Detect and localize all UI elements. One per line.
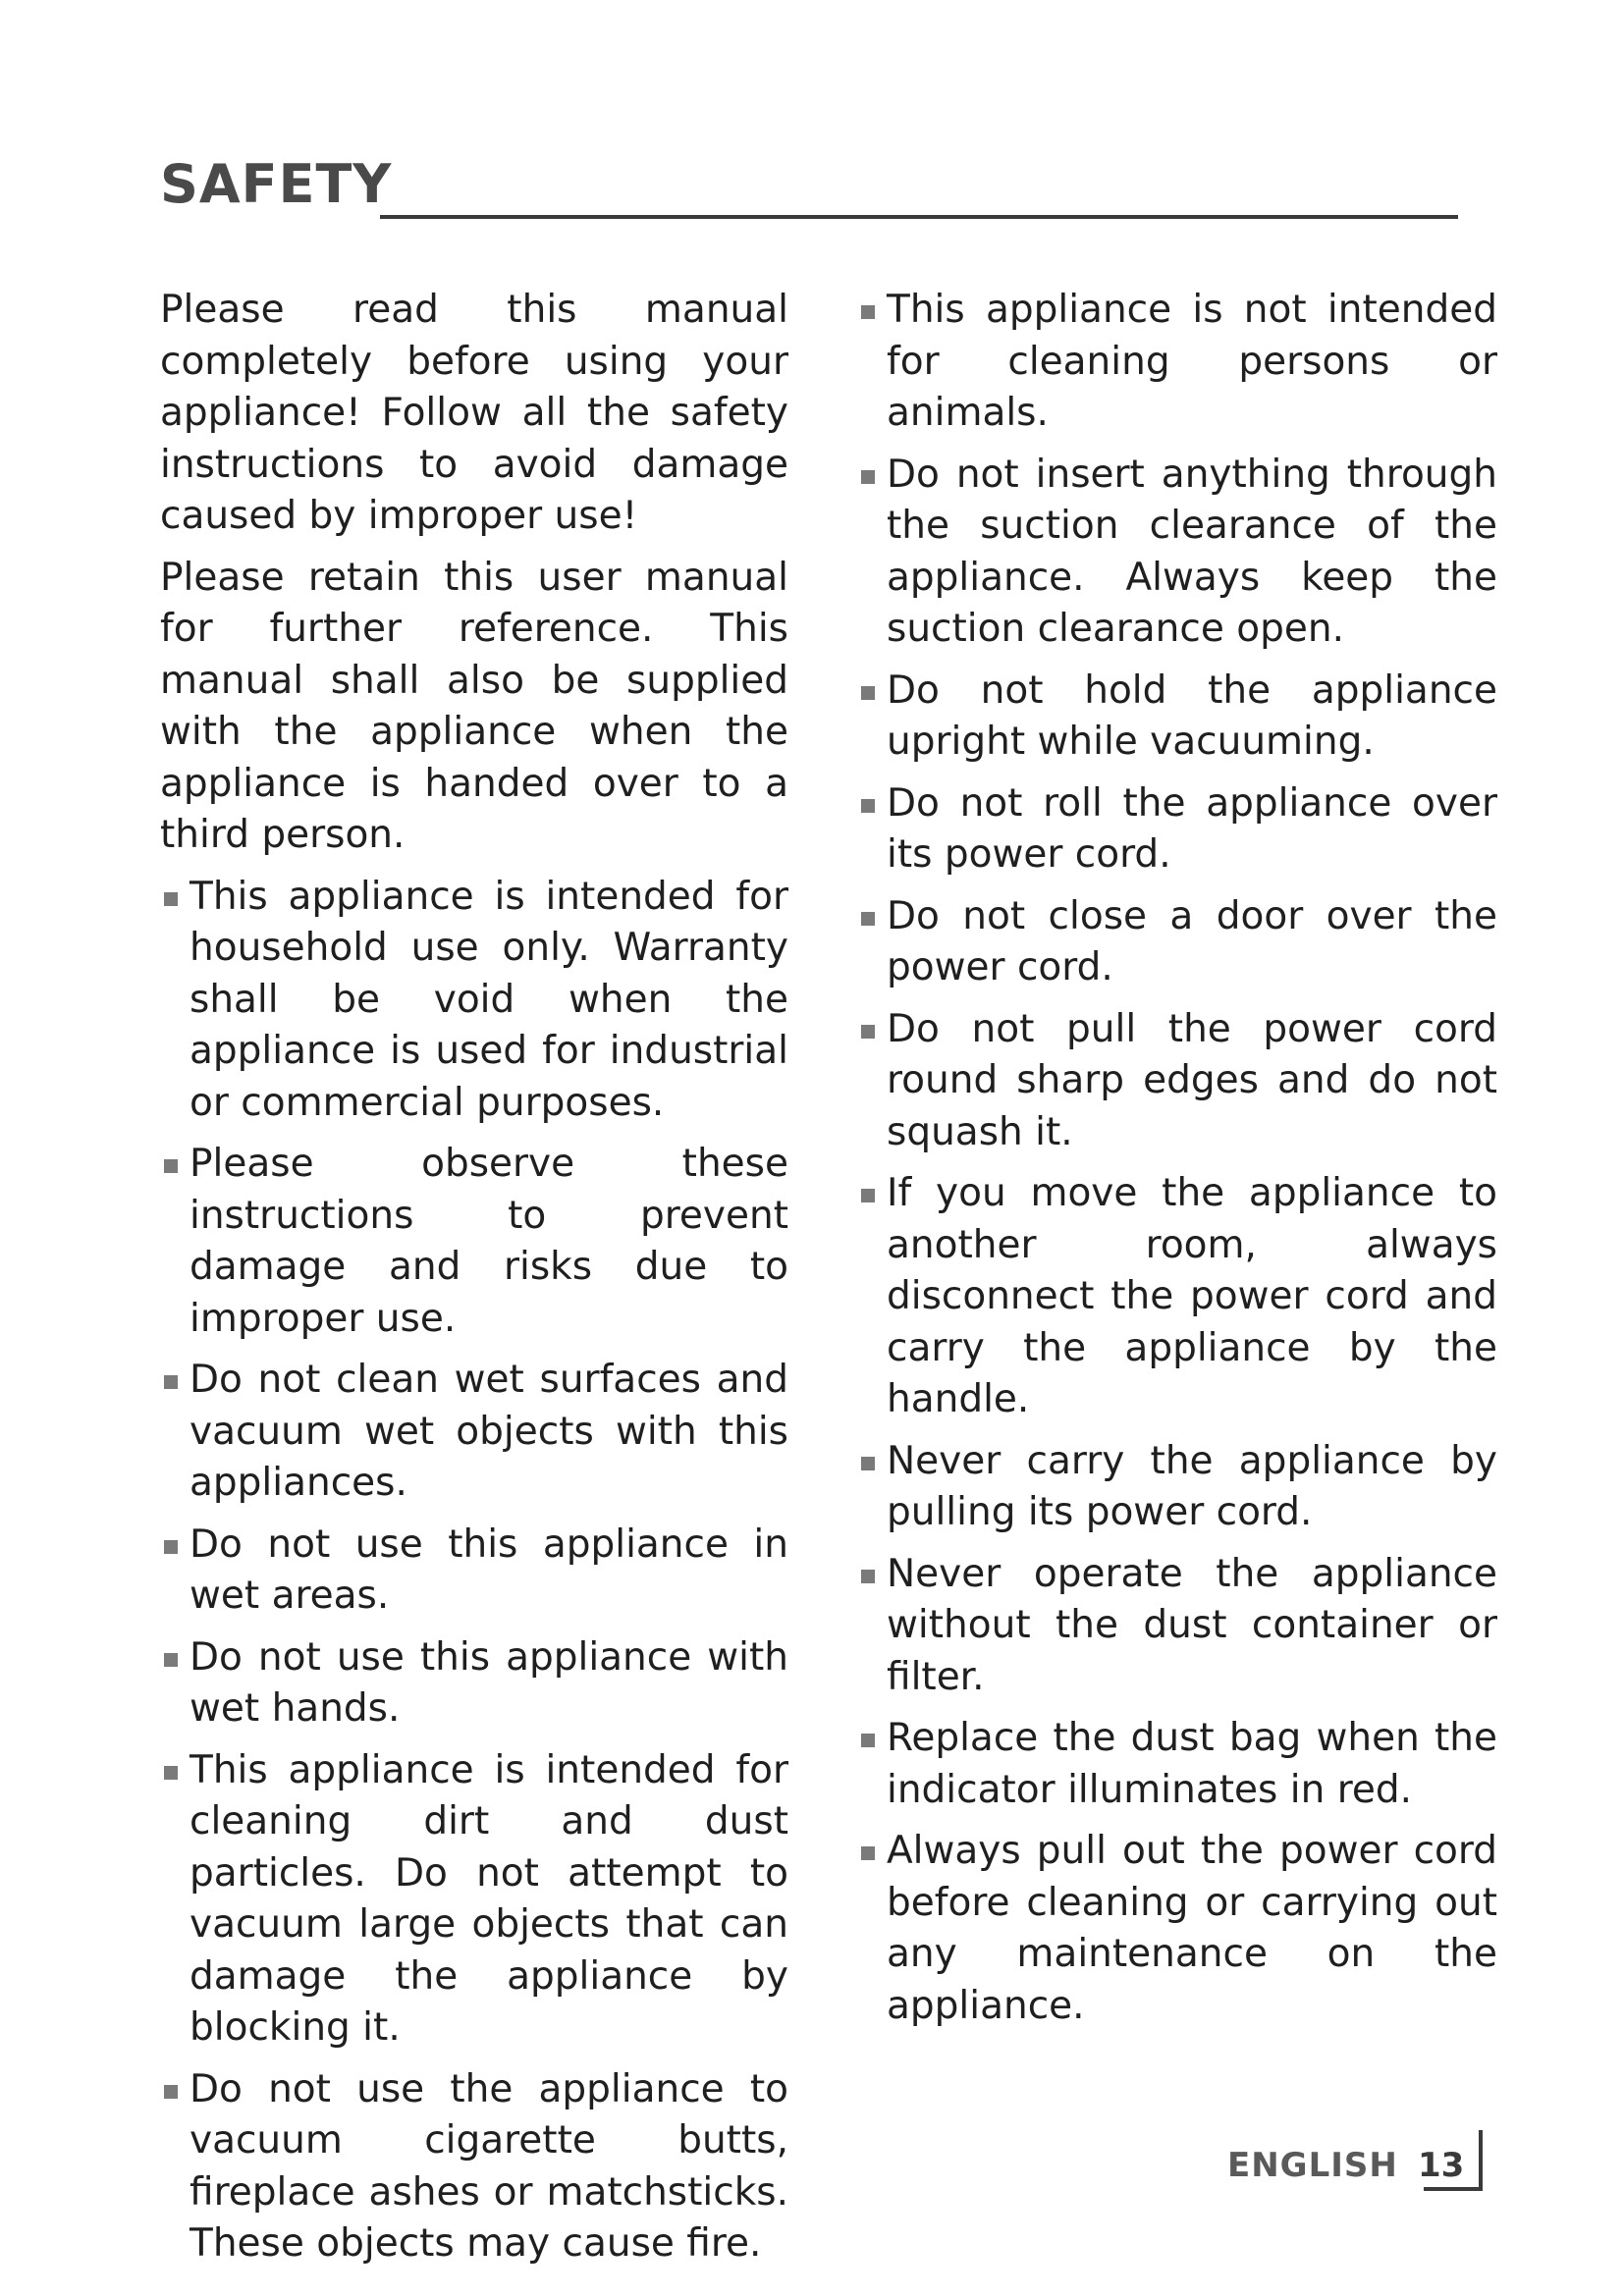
square-bullet-icon: [861, 799, 875, 813]
title-rule: [380, 215, 1458, 219]
safety-bullet: [857, 1713, 1497, 1816]
safety-bullet: [857, 1436, 1497, 1539]
bullet-text: Do not use this appliance in wet areas.: [189, 1522, 788, 1618]
square-bullet-icon: [861, 1734, 875, 1747]
square-bullet-icon: [861, 305, 875, 319]
page-corner-rule-vertical: [1479, 2130, 1483, 2191]
page-footer: [1208, 2130, 1502, 2199]
safety-bullet: [160, 872, 788, 1130]
page-title: SAFETY: [160, 153, 393, 215]
bullet-text: If you move the appliance to another room, always disconnect the power cord and carry the appliance by the handle.: [887, 1171, 1497, 1421]
bullet-text: This appliance is not intended for cleaning persons or animals.: [887, 288, 1497, 435]
square-bullet-icon: [861, 1570, 875, 1583]
square-bullet-icon: [164, 2085, 178, 2099]
square-bullet-icon: [861, 1457, 875, 1470]
footer-language: ENGLISH: [1227, 2146, 1398, 2185]
safety-bullet: [160, 1139, 788, 1345]
square-bullet-icon: [164, 892, 178, 906]
safety-bullet: [857, 666, 1497, 769]
right-column: [857, 285, 1497, 2042]
square-bullet-icon: [164, 1375, 178, 1389]
page-corner-rule-horizontal: [1424, 2187, 1483, 2191]
safety-bullet: [160, 1520, 788, 1623]
square-bullet-icon: [861, 470, 875, 484]
safety-bullet: [857, 1004, 1497, 1159]
safety-bullet: [857, 1826, 1497, 2032]
bullet-text: This appliance is intended for cleaning dirt and dust particles. Do not attempt to vacuum large objects that can damage the appliance by blocking it.: [189, 1747, 788, 2050]
bullet-text: Do not insert anything through the suction clearance of the appliance. Always keep the suction clearance open.: [887, 452, 1497, 651]
square-bullet-icon: [164, 1540, 178, 1554]
square-bullet-icon: [861, 1846, 875, 1860]
bullet-text: Never operate the appliance without the dust container or filter.: [887, 1551, 1497, 1699]
safety-bullet: [857, 1168, 1497, 1426]
bullet-text: This appliance is intended for household use only. Warranty shall be void when the appliance is used for industrial or commercial purposes.: [189, 874, 788, 1125]
safety-bullet: [857, 450, 1497, 656]
bullet-text: Do not use this appliance with wet hands.: [189, 1634, 788, 1731]
safety-bullet: [857, 285, 1497, 440]
square-bullet-icon: [164, 1653, 178, 1667]
page-header: [160, 145, 1458, 224]
square-bullet-icon: [861, 686, 875, 700]
page-number: 13: [1418, 2146, 1465, 2185]
safety-bullet: [160, 2064, 788, 2270]
safety-bullet: [160, 1745, 788, 2055]
bullet-text: Never carry the appliance by pulling its power cord.: [887, 1438, 1497, 1534]
bullet-text: Always pull out the power cord before cleaning or carrying out any maintenance on the appliance.: [887, 1829, 1497, 2028]
bullet-text: Do not use the appliance to vacuum cigarette butts, fireplace ashes or matchsticks. These objects may cause fire.: [189, 2066, 788, 2266]
bullet-text: Do not hold the appliance upright while vacuuming.: [887, 667, 1497, 764]
square-bullet-icon: [164, 1159, 178, 1173]
safety-bullet: [160, 1632, 788, 1735]
bullet-text: Do not roll the appliance over its power cord.: [887, 780, 1497, 877]
square-bullet-icon: [164, 1766, 178, 1780]
bullet-text: Do not pull the power cord round sharp edges and do not squash it.: [887, 1006, 1497, 1154]
bullet-text: Please observe these instructions to prevent damage and risks due to improper use.: [189, 1142, 788, 1341]
safety-bullet: [857, 891, 1497, 994]
bullet-text: Do not close a door over the power cord.: [887, 893, 1497, 989]
safety-bullet: [857, 1549, 1497, 1704]
bullet-text: Replace the dust bag when the indicator illuminates in red.: [887, 1716, 1497, 1812]
left-column: [160, 285, 788, 2280]
safety-bullet: [857, 778, 1497, 881]
square-bullet-icon: [861, 1189, 875, 1202]
bullet-text: Do not clean wet surfaces and vacuum wet objects with this appliances.: [189, 1358, 788, 1505]
square-bullet-icon: [861, 912, 875, 926]
intro-paragraph: Please read this manual completely before using your appliance! Follow all the safety instructions to avoid damage caused by improper use!: [160, 288, 788, 538]
safety-bullet: [160, 1355, 788, 1510]
square-bullet-icon: [861, 1025, 875, 1039]
intro-paragraph: Please retain this user manual for further reference. This manual shall also be supplied with the appliance when the appliance is handed over to a third person.: [160, 555, 788, 857]
